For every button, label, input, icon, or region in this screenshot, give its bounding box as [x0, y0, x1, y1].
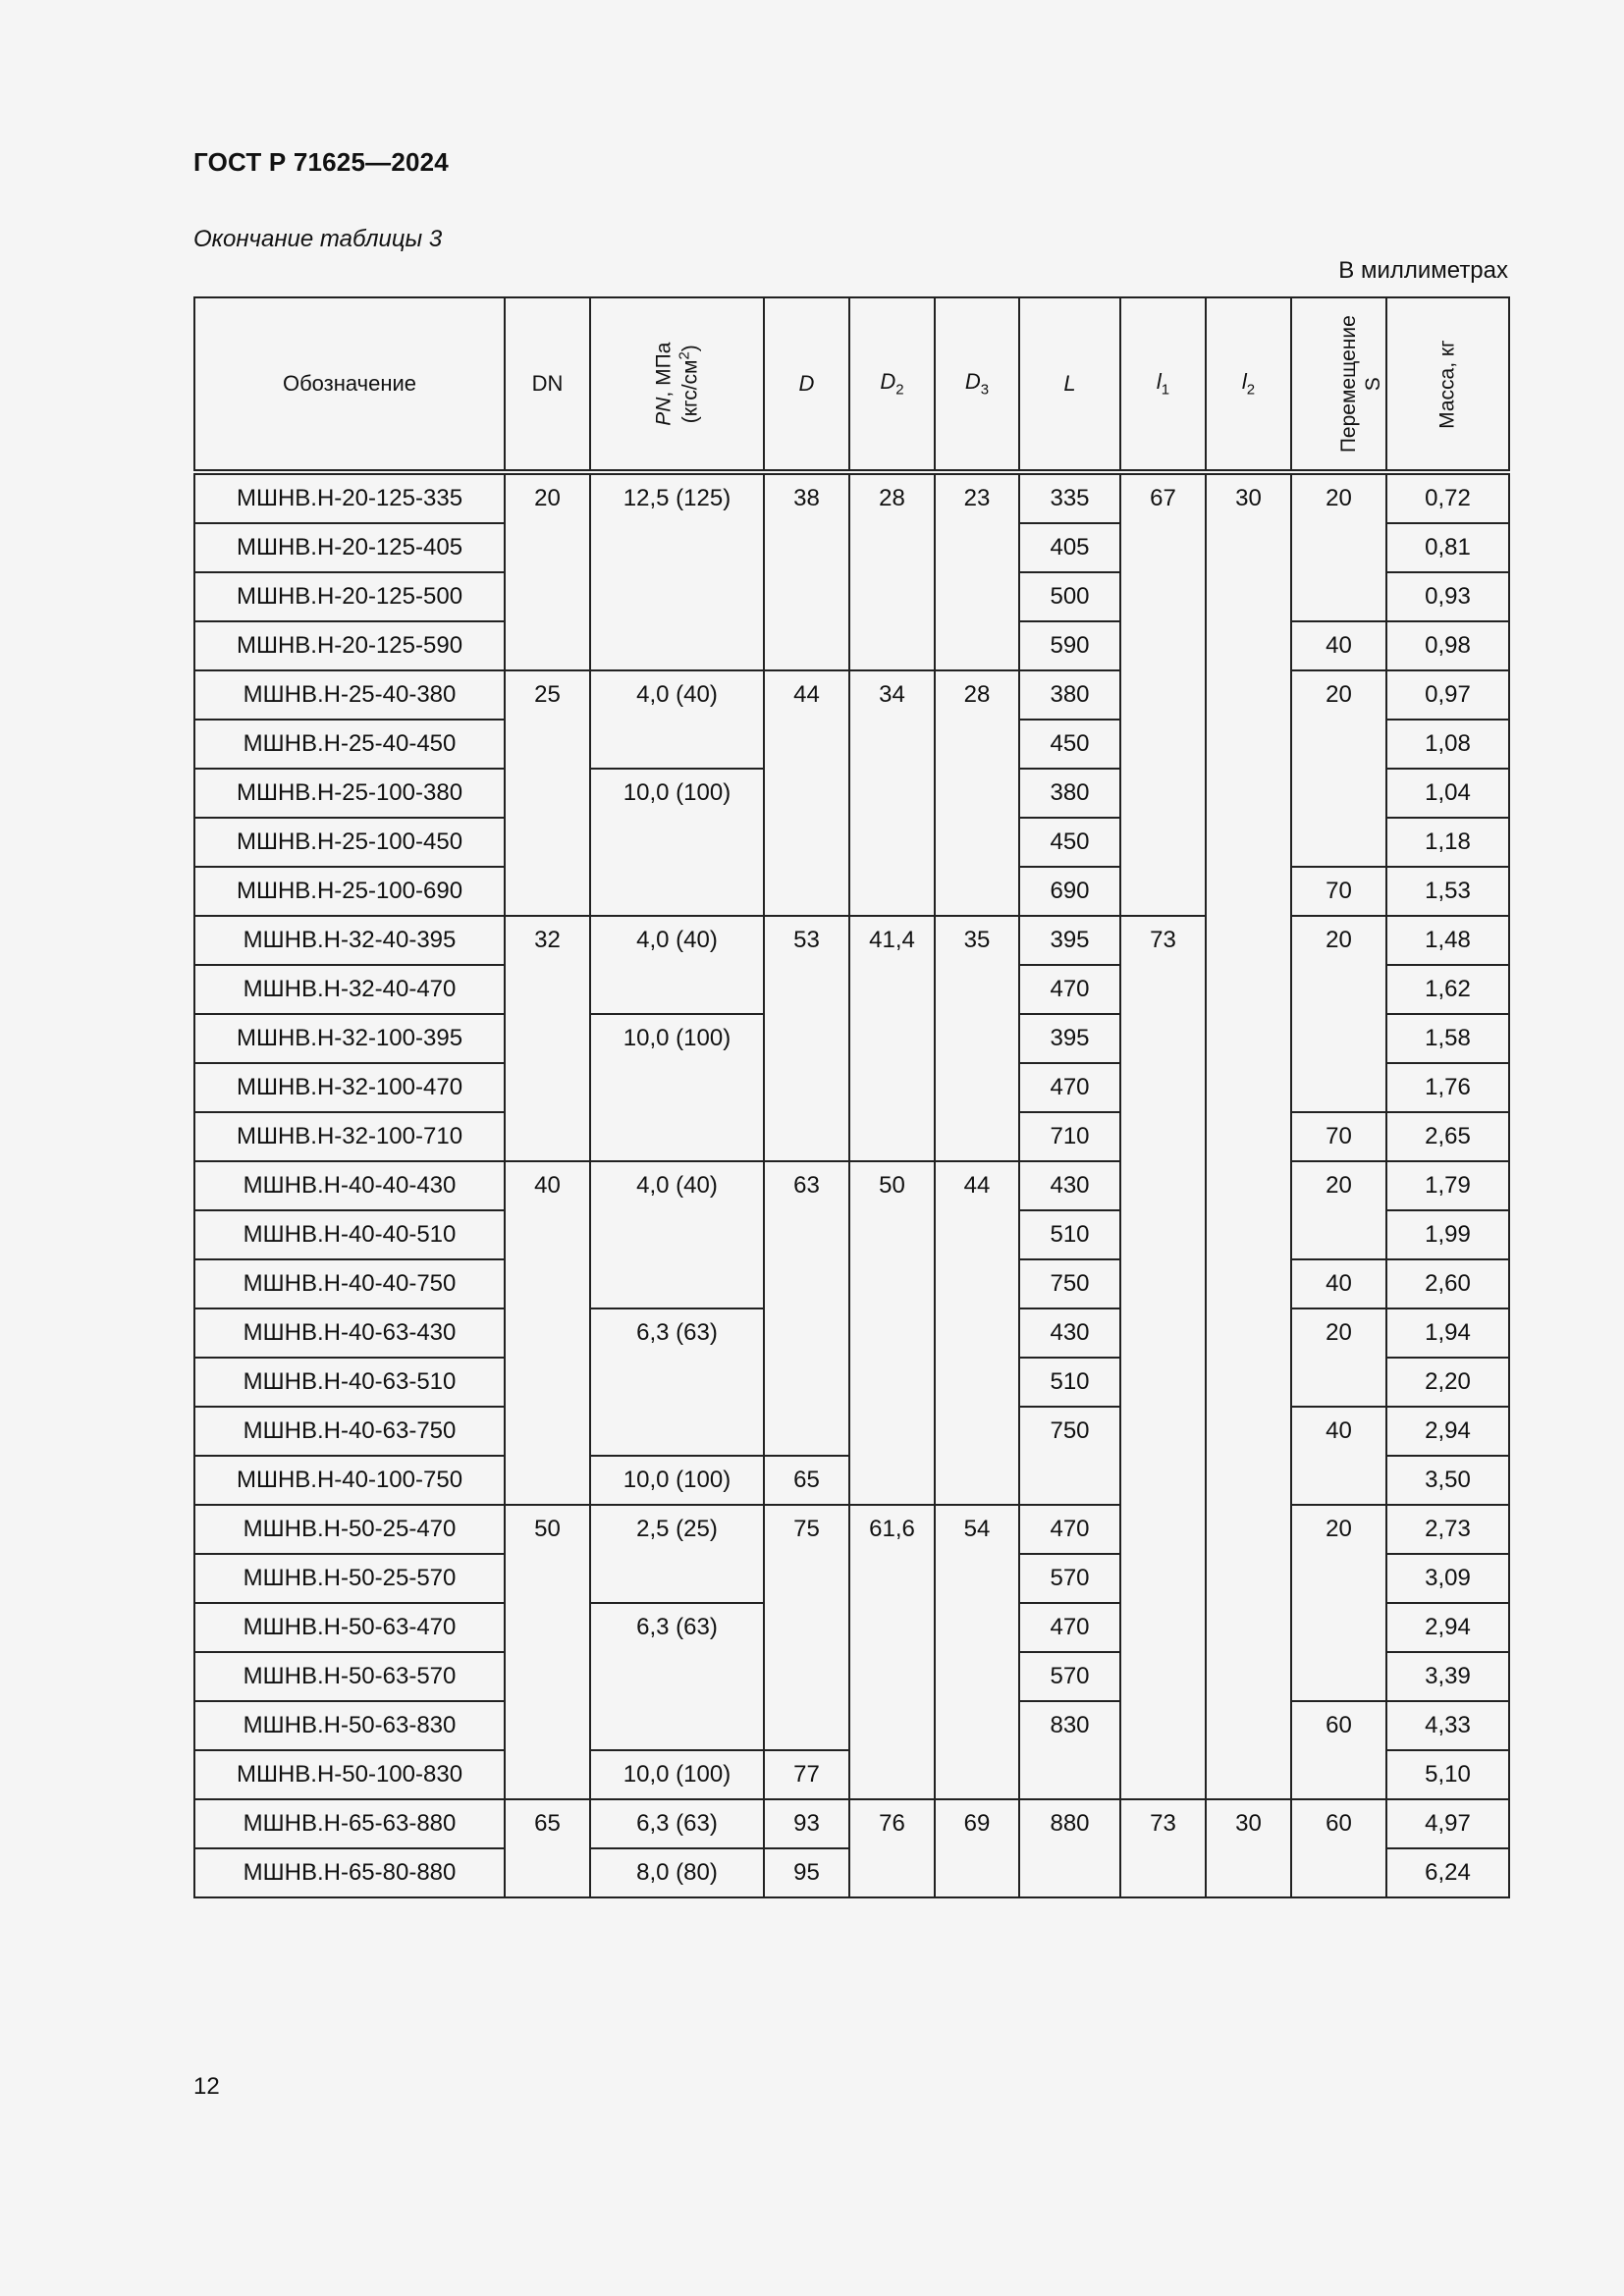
cell-l: 450 — [1019, 720, 1120, 769]
cell-l: 395 — [1019, 1014, 1120, 1063]
cell-mass: 3,39 — [1386, 1652, 1509, 1701]
cell-designation: МШНВ.Н-25-100-690 — [194, 867, 505, 916]
cell-mass: 3,09 — [1386, 1554, 1509, 1603]
cell-pn: 6,3 (63) — [590, 1603, 764, 1750]
cell-mass: 1,08 — [1386, 720, 1509, 769]
header-shift — [1291, 297, 1386, 472]
cell-pn: 10,0 (100) — [590, 769, 764, 916]
cell-l: 395 — [1019, 916, 1120, 965]
header-d: D — [764, 297, 849, 472]
cell-l1: 73 — [1120, 916, 1206, 1799]
cell-d: 63 — [764, 1161, 849, 1456]
units-note: В миллиметрах — [1338, 257, 1508, 284]
header-mass-text: Масса, кг — [1435, 340, 1459, 429]
cell-shift: 60 — [1291, 1701, 1386, 1799]
cell-d: 95 — [764, 1848, 849, 1897]
cell-pn: 6,3 (63) — [590, 1799, 764, 1848]
table-caption: Окончание таблицы 3 — [193, 226, 443, 252]
header-d2: $D_2$ — [849, 297, 935, 472]
cell-designation: МШНВ.Н-32-100-395 — [194, 1014, 505, 1063]
cell-mass: 1,76 — [1386, 1063, 1509, 1112]
cell-mass: 2,94 — [1386, 1407, 1509, 1456]
cell-shift: 40 — [1291, 1407, 1386, 1505]
cell-designation: МШНВ.Н-50-63-470 — [194, 1603, 505, 1652]
cell-pn: 12,5 (125) — [590, 472, 764, 670]
cell-dn: 20 — [505, 472, 590, 670]
cell-pn: 8,0 (80) — [590, 1848, 764, 1897]
cell-pn: 4,0 (40) — [590, 916, 764, 1014]
cell-d3: 44 — [935, 1161, 1019, 1505]
cell-designation: МШНВ.Н-25-40-380 — [194, 670, 505, 720]
cell-dn: 65 — [505, 1799, 590, 1897]
cell-l: 405 — [1019, 523, 1120, 572]
cell-l2: 30 — [1206, 1799, 1291, 1897]
cell-designation: МШНВ.Н-32-40-395 — [194, 916, 505, 965]
cell-designation: МШНВ.Н-40-40-510 — [194, 1210, 505, 1259]
cell-l: 570 — [1019, 1652, 1120, 1701]
cell-mass: 2,65 — [1386, 1112, 1509, 1161]
table-row — [194, 1799, 1509, 1848]
cell-l1: 73 — [1120, 1799, 1206, 1897]
cell-mass: 1,62 — [1386, 965, 1509, 1014]
cell-shift: 20 — [1291, 1161, 1386, 1259]
cell-l2: 30 — [1206, 472, 1291, 1799]
cell-shift: 40 — [1291, 621, 1386, 670]
cell-d3: 23 — [935, 472, 1019, 670]
cell-d: 75 — [764, 1505, 849, 1750]
cell-designation: МШНВ.Н-40-100-750 — [194, 1456, 505, 1505]
cell-l: 690 — [1019, 867, 1120, 916]
cell-dn: 32 — [505, 916, 590, 1161]
table-row — [194, 670, 1509, 720]
cell-mass: 1,18 — [1386, 818, 1509, 867]
cell-mass: 1,79 — [1386, 1161, 1509, 1210]
cell-l: 510 — [1019, 1210, 1120, 1259]
cell-shift: 20 — [1291, 916, 1386, 1112]
cell-mass: 2,60 — [1386, 1259, 1509, 1308]
table-row — [194, 472, 1509, 523]
cell-l: 430 — [1019, 1161, 1120, 1210]
cell-mass: 5,10 — [1386, 1750, 1509, 1799]
cell-l: 880 — [1019, 1799, 1120, 1897]
cell-d3: 69 — [935, 1799, 1019, 1897]
cell-shift: 20 — [1291, 1308, 1386, 1407]
cell-designation: МШНВ.Н-20-125-500 — [194, 572, 505, 621]
cell-d3: 35 — [935, 916, 1019, 1161]
cell-shift: 70 — [1291, 867, 1386, 916]
cell-d: 38 — [764, 472, 849, 670]
cell-mass: 0,72 — [1386, 472, 1509, 523]
cell-d2: 34 — [849, 670, 935, 916]
cell-mass: 0,97 — [1386, 670, 1509, 720]
header-shift-text: Перемещение S — [1336, 315, 1384, 453]
header-pn — [590, 297, 764, 472]
cell-designation: МШНВ.Н-32-40-470 — [194, 965, 505, 1014]
cell-mass: 1,58 — [1386, 1014, 1509, 1063]
cell-l: 500 — [1019, 572, 1120, 621]
cell-l: 470 — [1019, 1603, 1120, 1652]
cell-l: 570 — [1019, 1554, 1120, 1603]
cell-mass: 1,94 — [1386, 1308, 1509, 1358]
cell-mass: 1,53 — [1386, 867, 1509, 916]
cell-mass: 1,99 — [1386, 1210, 1509, 1259]
table-row — [194, 1505, 1509, 1554]
cell-designation: МШНВ.Н-20-125-335 — [194, 472, 505, 523]
cell-d2: 28 — [849, 472, 935, 670]
cell-d2: 50 — [849, 1161, 935, 1505]
cell-l: 450 — [1019, 818, 1120, 867]
cell-mass: 1,48 — [1386, 916, 1509, 965]
cell-designation: МШНВ.Н-25-40-450 — [194, 720, 505, 769]
cell-designation: МШНВ.Н-20-125-405 — [194, 523, 505, 572]
cell-mass: 0,98 — [1386, 621, 1509, 670]
page-number: 12 — [193, 2073, 220, 2100]
cell-dn: 25 — [505, 670, 590, 916]
cell-l: 750 — [1019, 1259, 1120, 1308]
table-body — [194, 472, 1509, 1897]
cell-designation: МШНВ.Н-65-63-880 — [194, 1799, 505, 1848]
cell-d3: 54 — [935, 1505, 1019, 1799]
cell-mass: 2,94 — [1386, 1603, 1509, 1652]
document-code: ГОСТ Р 71625—2024 — [193, 147, 449, 177]
cell-shift: 40 — [1291, 1259, 1386, 1308]
cell-l1: 67 — [1120, 472, 1206, 916]
header-l: L — [1019, 297, 1120, 472]
cell-mass: 2,73 — [1386, 1505, 1509, 1554]
cell-pn: 6,3 (63) — [590, 1308, 764, 1456]
cell-pn: 10,0 (100) — [590, 1456, 764, 1505]
cell-designation: МШНВ.Н-50-100-830 — [194, 1750, 505, 1799]
header-l2: $l_2$ — [1206, 297, 1291, 472]
cell-designation: МШНВ.Н-40-63-750 — [194, 1407, 505, 1456]
cell-shift: 70 — [1291, 1112, 1386, 1161]
cell-l: 380 — [1019, 670, 1120, 720]
cell-shift: 60 — [1291, 1799, 1386, 1897]
cell-mass: 2,20 — [1386, 1358, 1509, 1407]
header-dn: DN — [505, 297, 590, 472]
cell-designation: МШНВ.Н-50-63-570 — [194, 1652, 505, 1701]
cell-dn: 40 — [505, 1161, 590, 1505]
cell-d: 77 — [764, 1750, 849, 1799]
cell-designation: МШНВ.Н-25-100-450 — [194, 818, 505, 867]
header-mass — [1386, 297, 1509, 472]
cell-shift: 20 — [1291, 472, 1386, 621]
cell-l: 335 — [1019, 472, 1120, 523]
cell-mass: 4,97 — [1386, 1799, 1509, 1848]
cell-designation: МШНВ.Н-50-25-470 — [194, 1505, 505, 1554]
cell-l: 830 — [1019, 1701, 1120, 1799]
cell-l: 430 — [1019, 1308, 1120, 1358]
cell-pn: 10,0 (100) — [590, 1750, 764, 1799]
cell-designation: МШНВ.Н-40-63-510 — [194, 1358, 505, 1407]
cell-l: 750 — [1019, 1407, 1120, 1505]
cell-pn: 2,5 (25) — [590, 1505, 764, 1603]
cell-dn: 50 — [505, 1505, 590, 1799]
cell-designation: МШНВ.Н-32-100-470 — [194, 1063, 505, 1112]
header-pn-text: PN, МПа $(кгс/см^2)$ — [652, 342, 702, 426]
cell-d2: 41,4 — [849, 916, 935, 1161]
cell-d: 65 — [764, 1456, 849, 1505]
cell-mass: 0,81 — [1386, 523, 1509, 572]
table-row — [194, 1161, 1509, 1210]
cell-l: 470 — [1019, 1063, 1120, 1112]
cell-mass: 6,24 — [1386, 1848, 1509, 1897]
cell-l: 470 — [1019, 1505, 1120, 1554]
cell-pn: 4,0 (40) — [590, 670, 764, 769]
cell-d3: 28 — [935, 670, 1019, 916]
cell-d2: 76 — [849, 1799, 935, 1897]
cell-mass: 0,93 — [1386, 572, 1509, 621]
cell-shift: 20 — [1291, 1505, 1386, 1701]
cell-l: 380 — [1019, 769, 1120, 818]
cell-l: 710 — [1019, 1112, 1120, 1161]
cell-mass: 3,50 — [1386, 1456, 1509, 1505]
cell-shift: 20 — [1291, 670, 1386, 867]
cell-pn: 10,0 (100) — [590, 1014, 764, 1161]
table-row — [194, 916, 1509, 965]
cell-d2: 61,6 — [849, 1505, 935, 1799]
table-header-row — [194, 297, 1509, 472]
cell-mass: 1,04 — [1386, 769, 1509, 818]
header-l1: $l_1$ — [1120, 297, 1206, 472]
spec-table — [193, 296, 1510, 1898]
cell-pn: 4,0 (40) — [590, 1161, 764, 1308]
cell-designation: МШНВ.Н-20-125-590 — [194, 621, 505, 670]
header-designation: Обозначение — [194, 297, 505, 472]
cell-designation: МШНВ.Н-50-25-570 — [194, 1554, 505, 1603]
cell-designation: МШНВ.Н-40-40-750 — [194, 1259, 505, 1308]
cell-designation: МШНВ.Н-32-100-710 — [194, 1112, 505, 1161]
cell-designation: МШНВ.Н-40-63-430 — [194, 1308, 505, 1358]
header-d3: $D_3$ — [935, 297, 1019, 472]
cell-designation: МШНВ.Н-25-100-380 — [194, 769, 505, 818]
cell-designation: МШНВ.Н-50-63-830 — [194, 1701, 505, 1750]
cell-d: 44 — [764, 670, 849, 916]
cell-l: 590 — [1019, 621, 1120, 670]
cell-designation: МШНВ.Н-40-40-430 — [194, 1161, 505, 1210]
cell-l: 470 — [1019, 965, 1120, 1014]
cell-designation: МШНВ.Н-65-80-880 — [194, 1848, 505, 1897]
cell-mass: 4,33 — [1386, 1701, 1509, 1750]
cell-d: 93 — [764, 1799, 849, 1848]
cell-l: 510 — [1019, 1358, 1120, 1407]
cell-d: 53 — [764, 916, 849, 1161]
